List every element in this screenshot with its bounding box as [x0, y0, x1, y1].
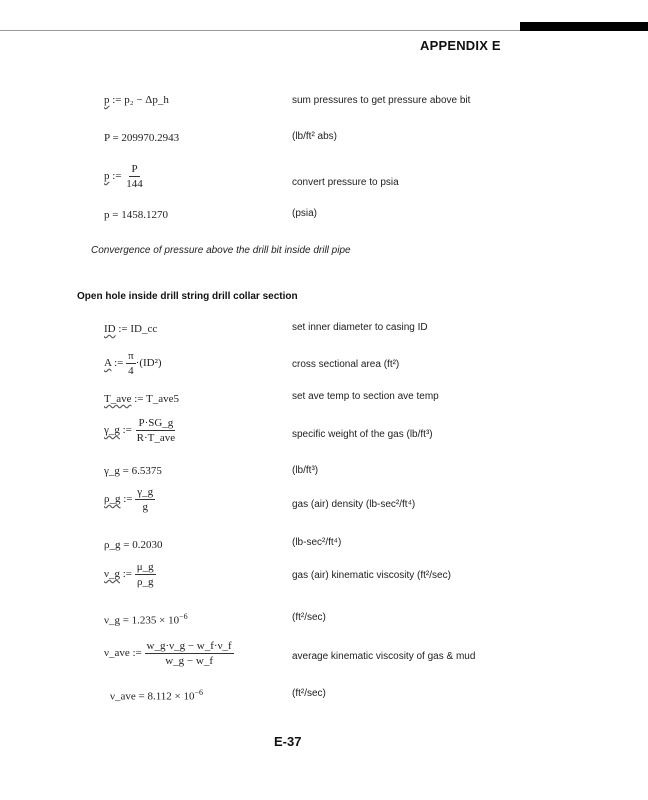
eq-Tave: T_ave := T_ave5 [104, 393, 180, 405]
desc-nu-unit: (ft²/sec) [292, 612, 326, 623]
eq-nu-ave-value: ν_ave = $8.112 \times 10^{-6}$ [110, 688, 204, 703]
eq-ID: ID := ID_cc [104, 323, 158, 335]
desc-nu-ave: average kinematic viscosity of gas & mud [292, 651, 476, 662]
desc-p-sum: sum pressures to get pressure above bit [292, 95, 471, 106]
eq-p-value: p = 1458.1270 [104, 209, 168, 221]
desc-rho-unit: (lb-sec²/ft⁴) [292, 537, 342, 548]
eq-P-value: P = 209970.2943 [104, 132, 180, 144]
desc-rho: gas (air) density (lb-sec²/ft⁴) [292, 499, 416, 510]
caption-convergence: Convergence of pressure above the drill bit inside drill pipe [91, 245, 351, 256]
desc-Tave: set ave temp to section ave temp [292, 391, 439, 402]
desc-gamma: specific weight of the gas (lb/ft³) [292, 429, 433, 440]
header-bar [520, 22, 648, 31]
eq-nu: ν_g := $\frac{\mu\_g}{\rho\_g}$ [104, 561, 154, 588]
eq-p-psia: p := $\frac{P}{144}$ [104, 163, 143, 190]
eq-A: A := $\frac{\pi}{4}$ ·(ID²) [104, 350, 162, 377]
desc-gamma-unit: (lb/ft³) [292, 465, 319, 476]
desc-A: cross sectional area (ft²) [292, 359, 400, 370]
eq-p-sum: p := p₂ − Δp_h [104, 94, 169, 106]
section-title: Open hole inside drill string drill collar section [77, 291, 298, 302]
desc-p-psia: convert pressure to psia [292, 177, 399, 188]
desc-nu-ave-unit: (ft²/sec) [292, 688, 326, 699]
eq-nu-ave: ν_ave := $\frac{w\_g\cdot\nu\_g - w\_f\cdot\nu\_f}{w\_g - w\_f}$ [104, 640, 232, 667]
desc-P-unit: (lb/ft² abs) [292, 131, 338, 142]
eq-rho: ρ_g := $\frac{\gamma\_g}{g}$ [104, 486, 154, 513]
desc-nu: gas (air) kinematic viscosity (ft²/sec) [292, 570, 451, 581]
desc-psia: (psia) [292, 208, 318, 219]
eq-rho-value: ρ_g = 0.2030 [104, 539, 163, 551]
page-number: E-37 [274, 734, 302, 749]
eq-nu-value: ν_g = $1.235 \times 10^{-6}$ [104, 612, 188, 627]
eq-gamma-value: γ_g = 6.5375 [104, 465, 162, 477]
appendix-title: APPENDIX E [420, 38, 501, 53]
desc-ID: set inner diameter to casing ID [292, 322, 428, 333]
eq-gamma: γ_g := $\frac{P\cdot SG\_g}{\text{R·T\_ave}}$ [104, 417, 176, 444]
